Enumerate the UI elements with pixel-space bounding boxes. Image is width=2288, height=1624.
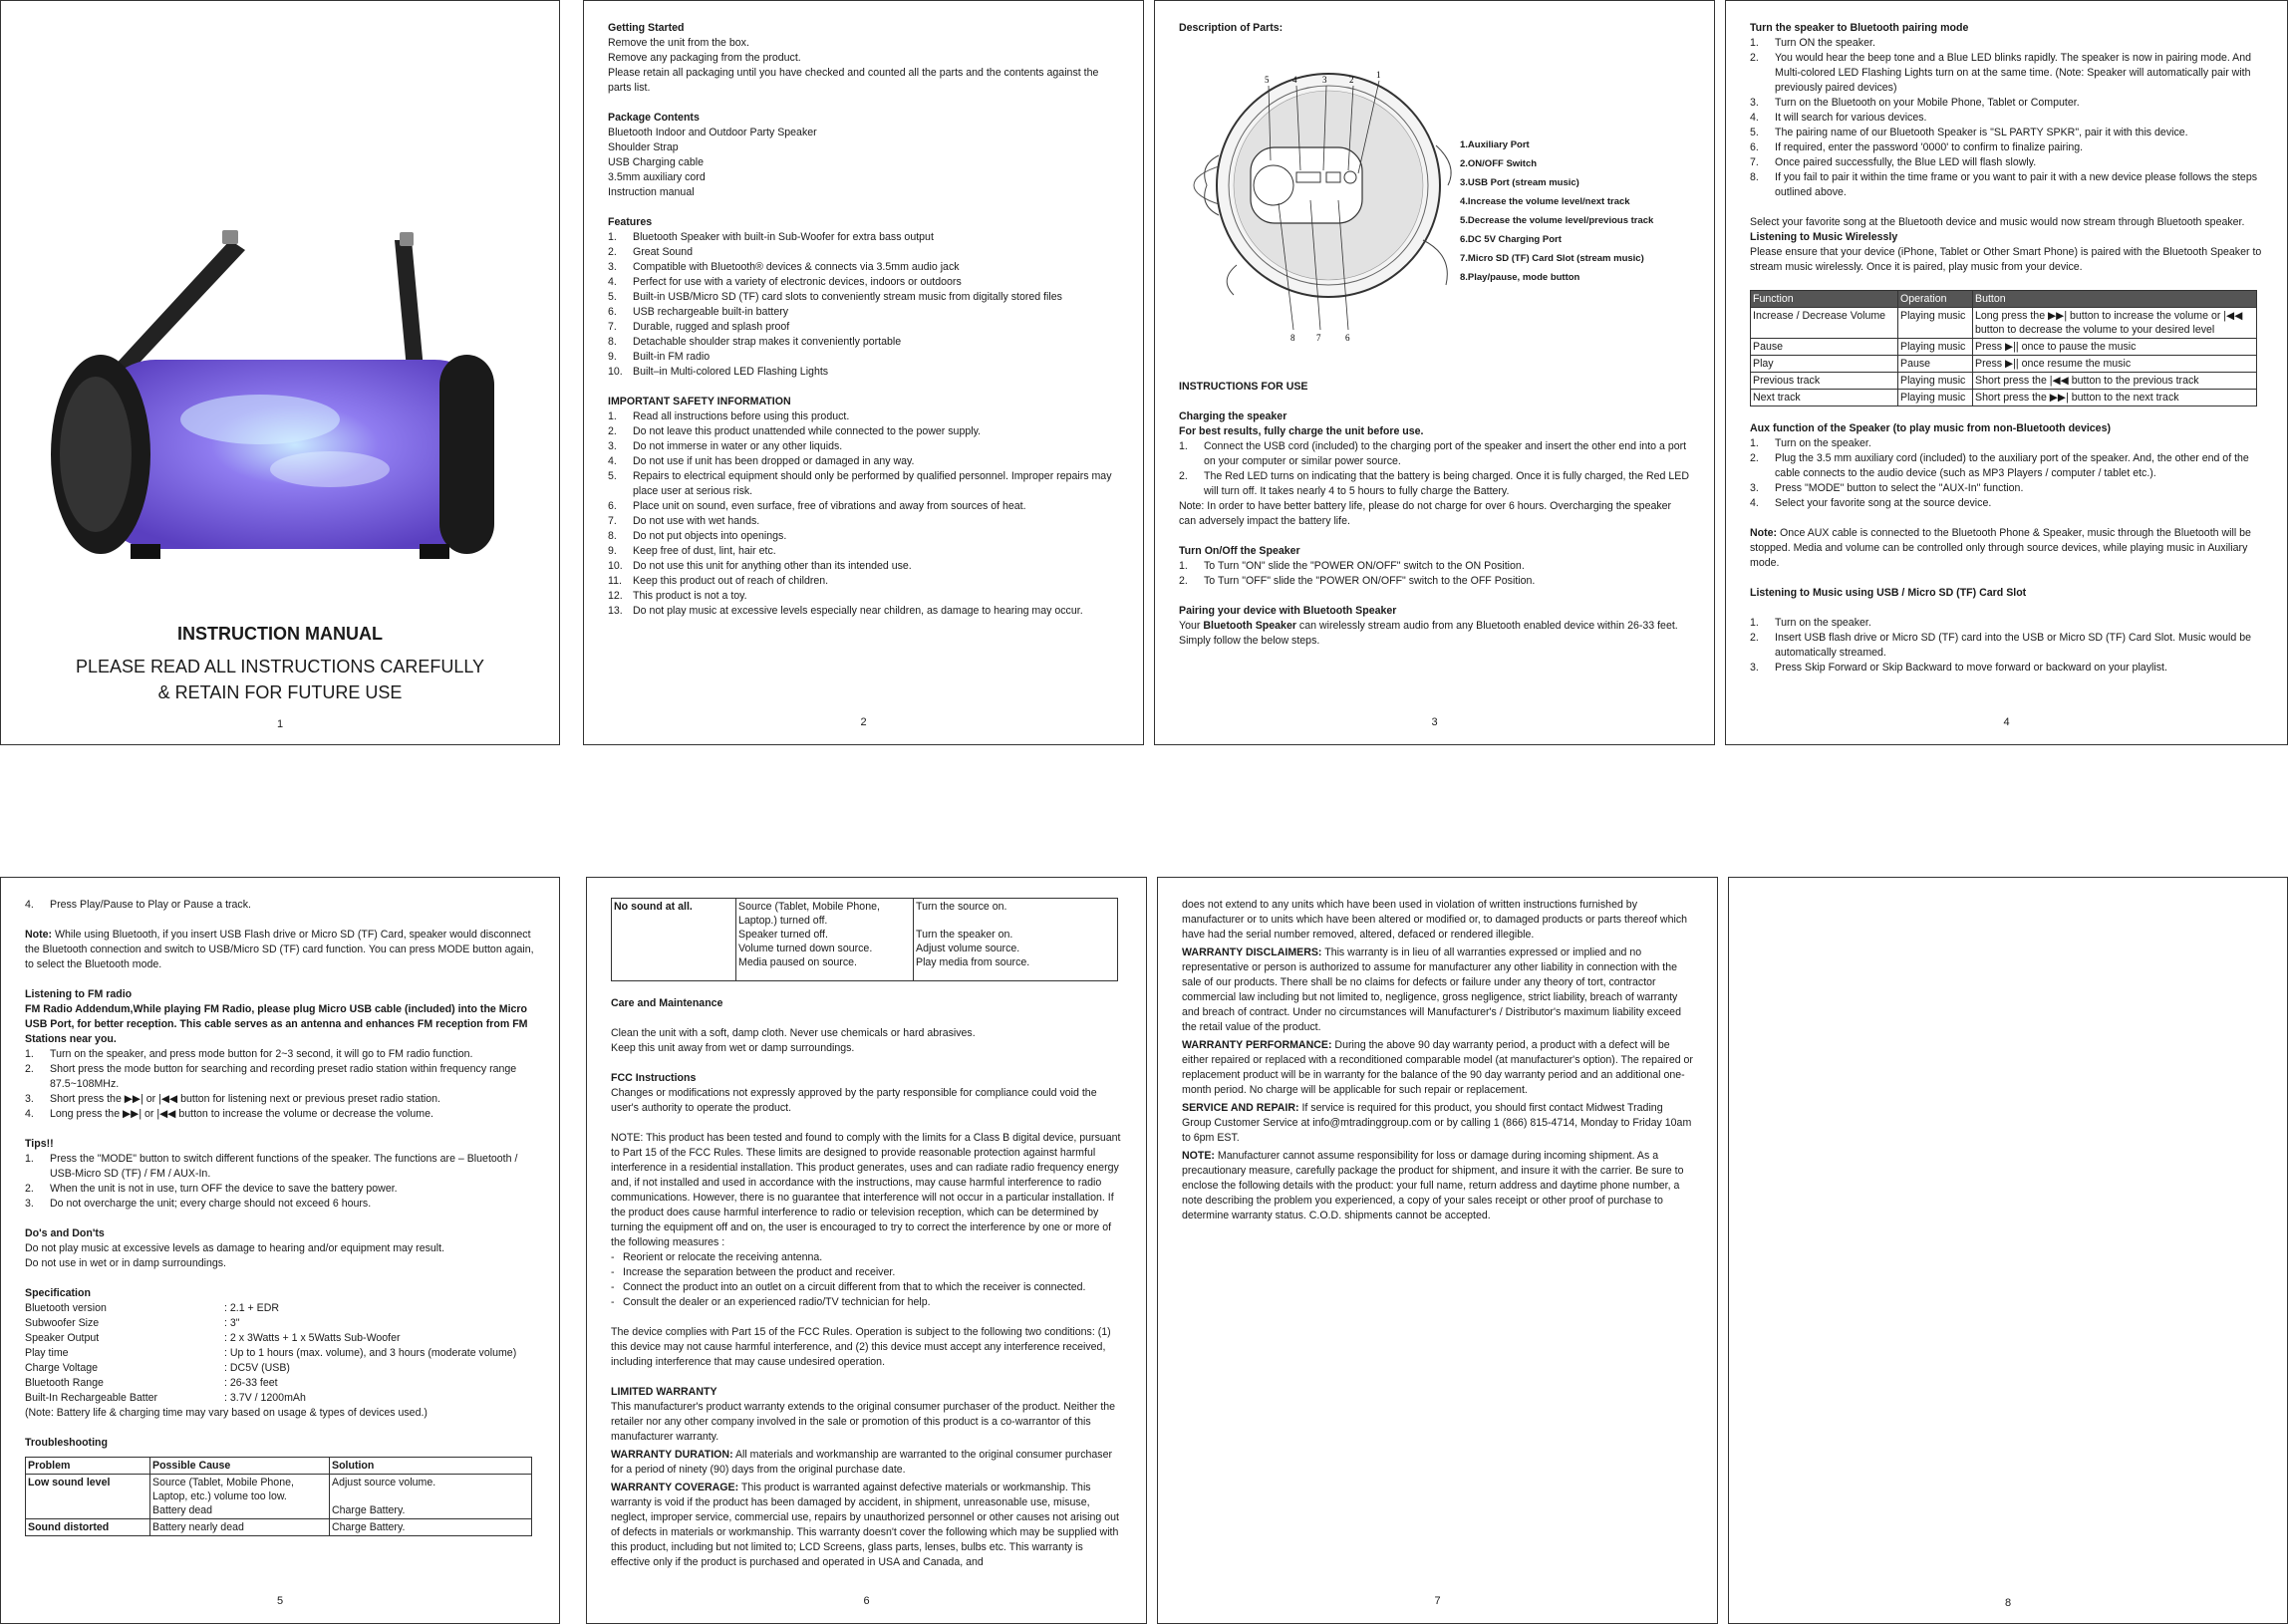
diagram-label-4: 4 [1292,75,1297,85]
table-row: Next track Playing music Short press the ▶▶| button to the next track [1751,390,2257,406]
list-item: 10. Do not use this unit for anything other than its intended use. [608,560,912,572]
section-heading: Charging the speaker [1179,410,1287,422]
list-item: 2. Plug the 3.5 mm auxiliary cord (included) to the auxiliary port of the speaker. And, the other end of the cable connects to the audio device (such as MP3 Players / computer / tablet etc.). [1750,452,2249,479]
page-number: 1 [276,718,284,730]
page-1 [0,0,560,745]
safety-list [608,409,1119,619]
section-heading: Tips!! [25,1138,54,1150]
page-2 [583,0,1144,745]
section-heading: Troubleshooting [25,1437,108,1449]
list-item: 4. Do not use if unit has been dropped or damaged in any way. [608,455,915,467]
list-item: Speaker Output : 2 x 3Watts + 1 x 5Watts Sub-Woofer [25,1332,401,1344]
text-block: NOTE: Manufacturer cannot assume responsibility for loss or damage during incoming shipment. As a precautionary measure, carefully package the product for shipment, and insure it with the carrier. Be sure to enclose the following details with the product: your full name, return address and daytime phone number, a note describing the problem you experienced, a copy of your sales receipt or other proof of purchase to determine warranty status. C.O.D. shipments cannot be accepted. [1182,1150,1684,1221]
list-item: 1. Press the "MODE" button to switch different functions of the speaker. The functions are – Bluetooth / USB-Micro SD (TF) / FM / AUX-In. [25,1153,518,1180]
diagram-label-7: 7 [1316,333,1321,343]
table-row: Play Pause Press ▶|| once resume the music [1751,356,2257,373]
table-row: Pause Playing music Press ▶|| once to pause the music [1751,339,2257,356]
section-heading: Getting Started [608,22,685,34]
list-item: Built-In Rechargeable Batter : 3.7V / 1200mAh [25,1392,306,1404]
function-table [1750,290,2257,406]
table-row: Previous track Playing music Short press the |◀◀ button to the previous track [1751,373,2257,390]
text-block: NOTE: This product has been tested and found to comply with the limits for a Class B digital device, pursuant to Part 15 of the FCC Rules. These limits are designed to provide reasonable protection against harmful interference in a residential installation. This product generates, uses and can radiate radio frequency energy and, if not installed and used in accordance with the instructions, may cause harmful interference to radio communications. However, there is no guarantee that interference will not occur in a particular installation. If the product does cause harmful interference to radio or television reception, which can be determined by turning the equipment off and on, the user is encouraged to try to correct the interference by one or more of the following measures : [611,1132,1121,1248]
aux-list [1750,436,2263,511]
text-block: Clean the unit with a soft, damp cloth. Never use chemicals or hard abrasives. Keep this unit away from wet or damp surroundings. [611,1027,976,1054]
list-item: - Connect the product into an outlet on a circuit different from that to which the receiver is connected. [611,1281,1086,1293]
list-item: 12. This product is not a toy. [608,590,747,602]
page-3 [1154,0,1715,745]
section-heading: Do's and Don'ts [25,1227,105,1239]
usb-list [1750,616,2263,676]
list-item: 11. Keep this product out of reach of children. [608,575,829,587]
troubleshooting-table-continued [611,898,1118,981]
text-block: Please ensure that your device (iPhone, Tablet or Other Smart Phone) is paired with the Bluetooth Speaker to stream music wirelessly. Once it is paired, play music from your device. [1750,246,2262,273]
list-item: 2. Insert USB flash drive or Micro SD (TF) card into the USB or Micro SD (TF) Card Slot. Music would be automatically streamed. [1750,632,2252,659]
list-item: 8. Do not put objects into openings. [608,530,787,542]
list-item: 3. Press "MODE" button to select the "AUX-In" function. [1750,482,2024,494]
list-item: 2. Short press the mode button for searching and recording preset radio station within frequency range 87.5~108MHz. [25,1063,517,1090]
page-5 [0,877,560,1624]
parts-legend: 1.Auxiliary Port 2.ON/OFF Switch 3.USB Port (stream music) 4.Increase the volume level/next track 5.Decrease the volume level/previous track 6.DC 5V Charging Port 7.Micro SD (TF) Card Slot (stream music) 8.Play/pause, mode button [1460,139,1654,283]
parts-diagram [1179,36,1690,380]
page-number: 4 [2003,716,2010,728]
diagram-label-8: 8 [1290,333,1295,343]
list-item: 2. Great Sound [608,246,694,258]
list-item: 2. The Red LED turns on indicating that the battery is being charged. Once it is fully charged, the Red LED will turn off. It takes nearly 4 to 5 hours to fully charge the Battery. [1179,470,1689,497]
table-row: Low sound level Source (Tablet, Mobile Phone, Laptop, etc.) volume too low. Battery dead Adjust source volume. Charge Battery. [26,1475,532,1519]
section-heading: INSTRUCTIONS FOR USE [1179,381,1308,393]
speaker-top-view-diagram [1179,36,1478,380]
list-item: 4. Press Play/Pause to Play or Pause a track. [25,899,251,911]
continued-list [25,898,535,913]
list-item: Charge Voltage : DC5V (USB) [25,1362,290,1374]
section-heading: Aux function of the Speaker (to play music from non-Bluetooth devices) [1750,422,2111,434]
page-8 [1728,877,2288,1624]
list-item: 13. Do not play music at excessive levels especially near children, as damage to hearing may occur. [608,605,1083,617]
page-number: 5 [276,1595,284,1607]
bold-note: FM Radio Addendum,While playing FM Radio, please plug Micro USB cable (included) into the Micro USB Port, for better reception. This cable serves as an antenna and enhances FM reception from FM Stations near you. [25,1003,528,1045]
fcc-measures-list [611,1250,1122,1310]
list-item: 3. Turn on the Bluetooth on your Mobile Phone, Tablet or Computer. [1750,97,2080,109]
diagram-label-6: 6 [1345,333,1350,343]
text-block: WARRANTY COVERAGE: This product is warranted against defective materials or workmanship. This warranty is void if the product has been damaged by accident, in shipment, unreasonable use, misuse, neglect, improper service, commercial use, repairs by unauthorized personnel or other causes not arising out of defects in materials or workmanship. This warranty doesn't cover the following which may be supplied with this product, including but not limited to; LCD Screens, glass parts, lenses, bulbs etc. This warranty is effective only if the product is purchased and operated in USA and Canada, and [611,1482,1119,1568]
list-item: 6. Place unit on sound, even surface, free of vibrations and away from sources of heat. [608,500,1026,512]
section-heading: Pairing your device with Bluetooth Speaker [1179,605,1397,617]
onoff-list [1179,559,1690,589]
spec-list [25,1301,535,1406]
troubleshooting-table [25,1457,532,1536]
section-heading: Features [608,216,653,228]
text-block: Select your favorite song at the Bluetooth device and music would now stream through Bluetooth speaker. [1750,216,2245,228]
charging-list [1179,439,1690,499]
section-heading: Listening to Music Wirelessly [1750,231,1898,243]
list-item: - Consult the dealer or an experienced radio/TV technician for help. [611,1296,931,1308]
diagram-label-2: 2 [1349,75,1354,85]
list-item: 2. Do not leave this product unattended while connected to the power supply. [608,425,982,437]
list-item: 7. Durable, rugged and splash proof [608,321,790,333]
diagram-label-3: 3 [1322,75,1327,85]
list-item: 5. Built-in USB/Micro SD (TF) card slots to conveniently stream music from digitally stored files [608,291,1062,303]
section-heading: Turn the speaker to Bluetooth pairing mode [1750,22,1969,34]
page-6 [586,877,1147,1624]
list-item: 2. You would hear the beep tone and a Blue LED blinks rapidly. The speaker is now in pairing mode. And Multi-colored LED Flashing Lights turn on at the same time. (Note: Speaker will automatically pair with previously paired devices) [1750,52,2252,94]
table-row: Increase / Decrease Volume Playing music Long press the ▶▶| button to increase the volume or |◀◀ button to decrease the volume to your desired level [1751,308,2257,339]
bold-note: For best results, fully charge the unit before use. [1179,425,1424,437]
list-item: 1. Turn on the speaker. [1750,437,1871,449]
list-item: Subwoofer Size : 3" [25,1317,240,1329]
list-item: 4. Perfect for use with a variety of electronic devices, indoors or outdoors [608,276,962,288]
section-heading: Turn On/Off the Speaker [1179,545,1300,557]
table-header: Function Operation Button [1751,291,2257,308]
text-block: Note: While using Bluetooth, if you insert USB Flash drive or Micro SD (TF) Card, speaker would disconnect the Bluetooth connection and switch to USB/Micro SD (TF) card function. You can press MODE button again, to select the Bluetooth mode. [25,929,534,970]
list-item: 8. Detachable shoulder strap makes it conveniently portable [608,336,902,348]
list-item: 8. If you fail to pair it within the time frame or you want to pair it with a new device please follows the steps outlined above. [1750,171,2258,198]
table-header: Problem Possible Cause Solution [26,1458,532,1475]
list-item: 3. Do not overcharge the unit; every charge should not exceed 6 hours. [25,1198,372,1210]
list-item: 3. Do not immerse in water or any other liquids. [608,440,843,452]
package-list: Bluetooth Indoor and Outdoor Party Speaker Shoulder Strap USB Charging cable 3.5mm auxiliary cord Instruction manual [608,127,817,198]
section-heading: Listening to FM radio [25,988,133,1000]
list-item: 5. Repairs to electrical equipment should only be performed by qualified personnel. Improper repairs may place user at serious risk. [608,470,1112,497]
text-block: Do not play music at excessive levels as damage to hearing and/or equipment may result. Do not use in wet or in damp surroundings. [25,1242,445,1269]
list-item: 1. Turn ON the speaker. [1750,37,1875,49]
text-block: WARRANTY PERFORMANCE: During the above 90 day warranty period, a product with a defect will be either repaired or replaced with a reconditioned comparable model (at manufacturer's option). The repaired or replacement product will be in warranty for the balance of the 90 day warranty period and an additional one-month period. No charge will be applicable for such repair or replacement. [1182,1039,1693,1096]
list-item: Bluetooth Range : 26-33 feet [25,1377,278,1389]
list-item: 9. Keep free of dust, lint, hair etc. [608,545,776,557]
list-item: 4. It will search for various devices. [1750,112,1927,124]
list-item: 3. Press Skip Forward or Skip Backward to move forward or backward on your playlist. [1750,662,2167,674]
table-row: No sound at all. Source (Tablet, Mobile Phone, Laptop.) turned off. Speaker turned off. Volume turned down source. Media paused on source. Turn the source on. Turn the speaker on. Adjust volume source. Play media from source. [612,899,1118,981]
list-item: - Increase the separation between the product and receiver. [611,1266,896,1278]
list-item: 1. To Turn "ON" slide the "POWER ON/OFF" switch to the ON Position. [1179,560,1525,572]
table-row: Sound distorted Battery nearly dead Charge Battery. [26,1519,532,1536]
text-block: WARRANTY DURATION: All materials and workmanship are warranted to the original consumer purchaser for a period of ninety (90) days from the original purchase date. [611,1449,1112,1476]
speaker-product-image [1,1,560,559]
list-item: 10. Built–in Multi-colored LED Flashing Lights [608,366,829,378]
tips-list [25,1152,535,1212]
section-heading: IMPORTANT SAFETY INFORMATION [608,396,791,407]
page-number: 6 [863,1595,870,1607]
list-item: 7. Once paired successfully, the Blue LED will flash slowly. [1750,156,2037,168]
text-block: SERVICE AND REPAIR: If service is required for this product, you should first contact Midwest Trading Group Customer Service at info@mtradinggroup.com or by calling 1 (866) 815-4714, Monday to Friday 10am to 6pm EST. [1182,1102,1692,1144]
list-item: Play time : Up to 1 hours (max. volume), and 3 hours (moderate volume) [25,1347,517,1359]
section-heading: Package Contents [608,112,700,124]
page-number: 2 [860,716,867,728]
text-block: Note: In order to have better battery life, please do not charge for over 6 hours. Overcharging the speaker can adversely impact the battery life. [1179,500,1672,527]
page-4 [1725,0,2288,745]
text-block: The device complies with Part 15 of the FCC Rules. Operation is subject to the following two conditions: (1) this device may not cause harmful interference, and (2) this device must accept any interference received, including interference that may cause undesired operation. [611,1326,1111,1368]
diagram-label-5: 5 [1265,75,1270,85]
text-block: (Note: Battery life & charging time may vary based on usage & types of devices used.) [25,1407,428,1419]
section-heading: Care and Maintenance [611,997,723,1009]
manual-subtitle: PLEASE READ ALL INSTRUCTIONS CAREFULLY & RETAIN FOR FUTURE USE [75,657,485,702]
text-block: Your Bluetooth Speaker can wirelessly stream audio from any Bluetooth enabled device within 26-33 feet. Simply follow the below steps. [1179,620,1678,647]
text-block: This manufacturer's product warranty extends to the original consumer purchaser of the product. Neither the retailer nor any other company involved in the sale or promotion of this product is a co-warrantor of this manufacturer warranty. [611,1401,1116,1443]
list-item: 6. USB rechargeable built-in battery [608,306,789,318]
list-item: 9. Built-in FM radio [608,351,711,363]
text-block: does not extend to any units which have been used in violation of written instructions furnished by manufacturer or to units which have been altered or modified or, to damaged products or parts thereof which have had the serial number removed, altered, defaced or rendered illegible. [1182,899,1688,941]
text-block: WARRANTY DISCLAIMERS: This warranty is in lieu of all warranties expressed or implied and no representative or person is authorized to assume for manufacturer any other liability in connection with the sale of our products. There shall be no claims for defects or failure under any theory of tort, contractor commercial law including but not limited to, negligence, gross negligence, strict liability, breach of warranty and breach of contract. Under no circumstances will Manufacturer's / Distributor's maximum liability exceed the retail value of the product. [1182,947,1681,1033]
section-heading: Specification [25,1287,91,1299]
list-item: 1. Read all instructions before using this product. [608,410,850,422]
list-item: 1. Bluetooth Speaker with built-in Sub-Woofer for extra bass output [608,231,934,243]
text-block: Note: Once AUX cable is connected to the Bluetooth Phone & Speaker, music through the Bluetooth will be stopped. Media and volume can be controlled only through source devices, while playing music in Auxiliary mode. [1750,527,2251,569]
list-item: - Reorient or relocate the receiving antenna. [611,1251,823,1263]
fm-list [25,1047,535,1122]
diagram-label-1: 1 [1376,70,1381,80]
page-number: 8 [2004,1597,2012,1609]
list-item: 3. Compatible with Bluetooth® devices & connects via 3.5mm audio jack [608,261,960,273]
list-item: 5. The pairing name of our Bluetooth Speaker is "SL PARTY SPKR", pair it with this device. [1750,127,2188,138]
page-7 [1157,877,1718,1624]
section-heading: Description of Parts: [1179,22,1284,34]
features-list [608,230,1119,380]
list-item: Bluetooth version : 2.1 + EDR [25,1302,280,1314]
pairing-list [1750,36,2263,200]
manual-title: INSTRUCTION MANUAL [177,624,383,644]
section-heading: FCC Instructions [611,1072,697,1084]
list-item: 1. Turn on the speaker, and press mode button for 2~3 second, it will go to FM radio function. [25,1048,473,1060]
page-number: 7 [1434,1595,1441,1607]
list-item: 4. Long press the ▶▶| or |◀◀ button to increase the volume or decrease the volume. [25,1108,433,1120]
list-item: 2. When the unit is not in use, turn OFF the device to save the battery power. [25,1183,398,1195]
page-number: 3 [1431,716,1438,728]
list-item: 2. To Turn "OFF" slide the "POWER ON/OFF" switch to the OFF Position. [1179,575,1536,587]
list-item: 6. If required, enter the password '0000' to confirm to finalize pairing. [1750,141,2084,153]
list-item: 4. Select your favorite song at the source device. [1750,497,1992,509]
section-heading: Listening to Music using USB / Micro SD (TF) Card Slot [1750,587,2027,599]
section-heading: LIMITED WARRANTY [611,1386,717,1398]
list-item: 1. Turn on the speaker. [1750,617,1871,629]
text-block: Remove the unit from the box. Remove any packaging from the product. Please retain all packaging until you have checked and counted all the parts and the contents against the parts list. [608,37,1099,94]
list-item: 1. Connect the USB cord (included) to the charging port of the speaker and insert the other end into a port on your computer or similar power source. [1179,440,1687,467]
list-item: 3. Short press the ▶▶| or |◀◀ button for listening next or previous preset radio station. [25,1093,440,1105]
text-block: Changes or modifications not expressly approved by the party responsible for compliance could void the user's authority to operate the product. [611,1087,1097,1114]
list-item: 7. Do not use with wet hands. [608,515,760,527]
